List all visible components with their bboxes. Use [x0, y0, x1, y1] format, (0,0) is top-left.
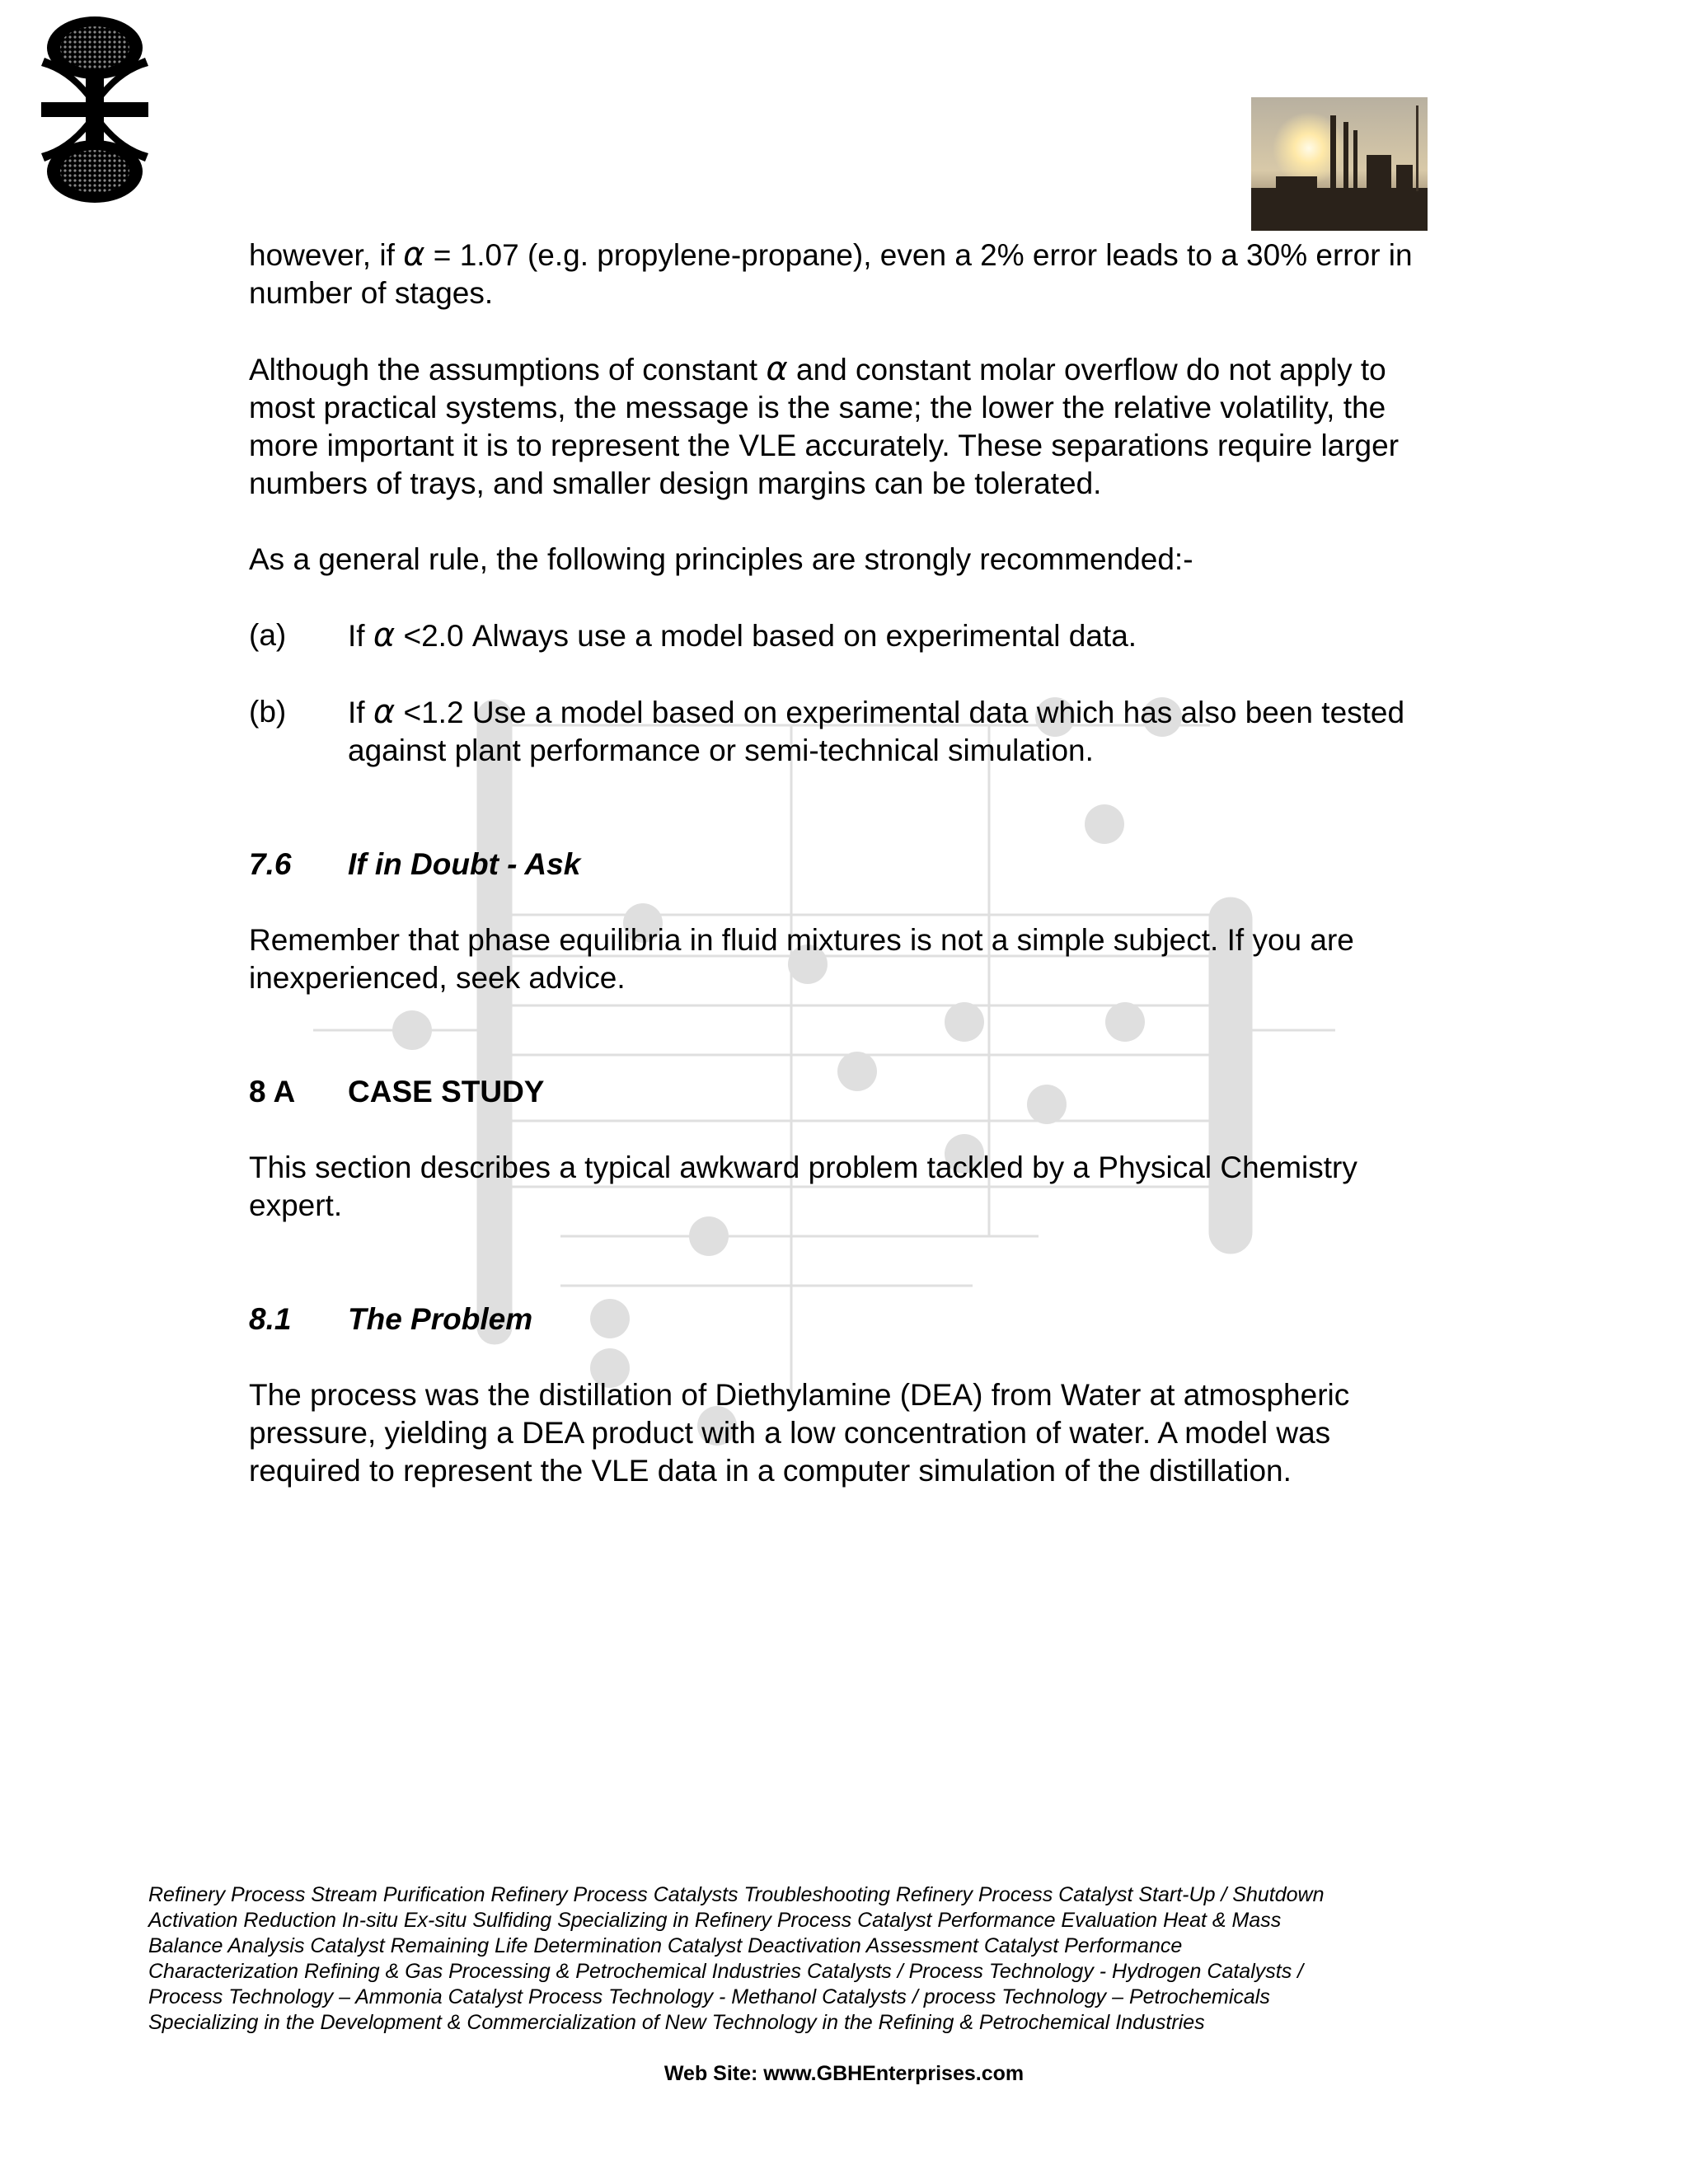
list-item-text: If α <2.0 Always use a model based on experimental data. [348, 616, 1137, 654]
paragraph-general-rule: As a general rule, the following principles are strongly recommended:- [249, 542, 1193, 576]
alpha-symbol: α [373, 693, 396, 731]
paragraph-problem: The process was the distillation of Diethylamine (DEA) from Water at atmospheric pressure, yielding a DEA product with a low concentration of water. A model was required to represent the VLE data in a computer simulation of the distillation. [249, 1378, 1350, 1488]
footer-line: Specializing in the Development & Commercialization of New Technology in the Refining & Petrochemical Industries [148, 2011, 1205, 2034]
refinery-sunset-photo [1251, 97, 1428, 231]
gbh-logo-icon [33, 15, 157, 204]
footer-line: Balance Analysis Catalyst Remaining Life Determination Catalyst Deactivation Assessment Catalyst Performance [148, 1934, 1183, 1957]
list-item [249, 693, 1436, 770]
paragraph-phase-equilibria: Remember that phase equilibria in fluid mixtures is not a simple subject. If you are inexperienced, seek advice. [249, 923, 1354, 995]
list-item-label: (a) [249, 618, 287, 652]
footer-line: Characterization Refining & Gas Processing & Petrochemical Industries Catalysts / Process Technology - Hydrogen Catalysts / [148, 1960, 1304, 1983]
list-item-label: (b) [249, 695, 287, 729]
alpha-symbol: α [403, 236, 425, 274]
list-item-text: If α <1.2 Use a model based on experimental data which has also been tested against plant performance or semi-technical simulation. [348, 693, 1405, 767]
list-item [249, 616, 1436, 655]
paragraph-alpha-error: however, if α = 1.07 (e.g. propylene-propane), even a 2% error leads to a 30% error in number of stages. [249, 236, 1413, 310]
section-heading-8-1: 8.1 The Problem [249, 1302, 533, 1336]
section-heading-7-6: 7.6 If in Doubt - Ask [249, 847, 581, 881]
paragraph-case-study: This section describes a typical awkward problem tackled by a Physical Chemistry expert. [249, 1151, 1357, 1222]
alpha-symbol: α [766, 350, 788, 388]
paragraph-assumptions: Although the assumptions of constant α and constant molar overflow do not apply to most practical systems, the message is the same; the lower the relative volatility, the more important it is to represent the VLE accurately. These separations require larger numbers of trays, and smaller design margins can be tolerated. [249, 350, 1400, 500]
footer-line: Process Technology – Ammonia Catalyst Process Technology - Methanol Catalysts / process Technology – Petrochemicals [148, 1985, 1270, 2008]
document-body [249, 236, 1436, 1490]
alpha-symbol: α [373, 616, 396, 654]
website-link[interactable]: Web Site: www.GBHEnterprises.com [663, 2062, 1025, 2085]
footer-line: Refinery Process Stream Purification Refinery Process Catalysts Troubleshooting Refinery Process Catalyst Start-Up / Shutdown [148, 1883, 1325, 1906]
footer-services [148, 1882, 1451, 2036]
section-heading-8: 8 A CASE STUDY [249, 1075, 545, 1108]
footer-line: Activation Reduction In-situ Ex-situ Sulfiding Specializing in Refinery Process Catalyst Performance Evaluation Heat & Mass [148, 1909, 1282, 1932]
